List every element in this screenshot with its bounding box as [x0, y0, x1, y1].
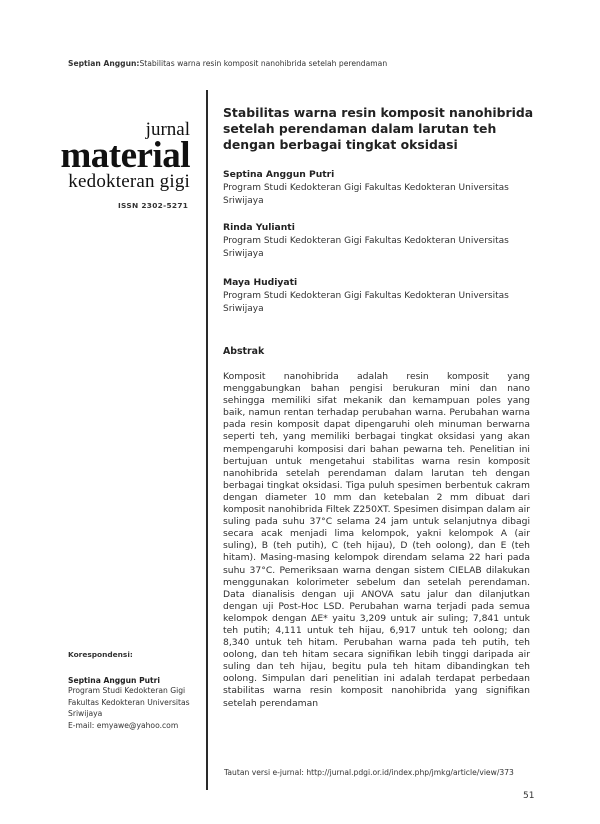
author-block [223, 221, 543, 261]
logo-line-kedokteran-gigi: kedokteran gigi [68, 171, 190, 192]
running-header-author: Septian Anggun: [68, 59, 140, 68]
correspondence-name: Septina Anggun Putri [68, 676, 161, 685]
correspondence-heading: Korespondensi: [68, 650, 133, 659]
article-title: Stabilitas warna resin komposit nanohibrida setelah perendaman dalam larutan teh dengan berbagai tingkat oksidasi [223, 105, 534, 152]
author-name: Maya Hudiyati [223, 277, 298, 288]
journal-logo [60, 120, 190, 192]
author-name: Septina Anggun Putri [223, 169, 335, 180]
author-name: Rinda Yulianti [223, 222, 295, 233]
online-link[interactable]: Tautan versi e-jurnal: http://jurnal.pdgi.or.id/index.php/jmkg/article/view/373 [224, 768, 514, 777]
correspondence-block [68, 650, 203, 731]
author-block [223, 168, 543, 208]
issn: ISSN 2302-5271 [118, 201, 189, 210]
author-affiliation: Program Studi Kedokteran Gigi Fakultas Kedokteran Universitas Sriwijaya [223, 183, 509, 206]
author-affiliation: Program Studi Kedokteran Gigi Fakultas Kedokteran Universitas Sriwijaya [223, 236, 509, 259]
logo-line-material: material [60, 135, 190, 176]
running-header-title: Stabilitas warna resin komposit nanohibrida setelah perendaman [139, 59, 388, 68]
author-affiliation: Program Studi Kedokteran Gigi Fakultas Kedokteran Universitas Sriwijaya [223, 291, 509, 314]
author-block [223, 276, 543, 316]
abstract-heading: Abstrak [223, 346, 265, 357]
correspondence-affiliation: Program Studi Kedokteran Gigi Fakultas Kedokteran Universitas Sriwijaya [68, 686, 190, 719]
logo-line-jurnal: jurnal [145, 119, 190, 140]
abstract-text: Komposit nanohibrida adalah resin komposit yang menggabungkan bahan pengisi berukuran mini dan nano sehingga memiliki sifat mekanik dan kemampuan poles yang baik, namun rentan terhadap perubahan warna. Perubahan warna pada resin komposit dapat dipengaruhi oleh minuman berwarna seperti teh, yang memiliki berbagai tingkat oksidasi yang akan mempengaruhi komposisi dari bahan pewarna teh. Penelitian ini bertujuan untuk mengetahui stabilitas warna resin komposit nanohibrida setelah perendaman dalam larutan teh dengan berbagai tingkat oksidasi. Tiga puluh spesimen berbentuk cakram dengan diameter 10 mm dan ketebalan 2 mm dibuat dari komposit nanohibrida Filtek Z250XT. Spesimen disimpan dalam air suling pada suhu 37°C selama 24 jam untuk selanjutnya dibagi secara acak menjadi lima kelompok, yakni kelompok A (air suling), B (teh putih), C (teh hijau), D (teh oolong), dan E (teh hitam). Masing-masing kelompok direndam selama 22 hari pada suhu 37°C. Pemeriksaan warna dengan sistem CIELAB dilakukan menggunakan kolorimeter sebelum dan setelah perendaman. Data dianalisis dengan uji ANOVA satu jalur dan dilanjutkan dengan uji Post-Hoc LSD. Perubahan warna terjadi pada semua kelompok dengan ΔE* yaitu 3,209 untuk air suling; 7,841 untuk teh putih; 4,111 untuk teh hijau, 6,917 untuk teh oolong; dan 8,340 untuk teh hitam. Perubahan warna pada teh putih, teh oolong, dan teh hitam secara signifikan lebih tinggi daripada air suling dan teh hijau, begitu pula teh hitam dibandingkan teh oolong. Simpulan dari penelitian ini adalah terdapat perbedaan stabilitas warna resin komposit nanohibrida yang signifikan setelah perendaman [223, 371, 530, 709]
column-divider [206, 90, 208, 790]
running-header [68, 59, 548, 68]
correspondence-email[interactable]: E-mail: emyawe@yahoo.com [68, 720, 179, 730]
page-number: 51 [523, 791, 535, 801]
